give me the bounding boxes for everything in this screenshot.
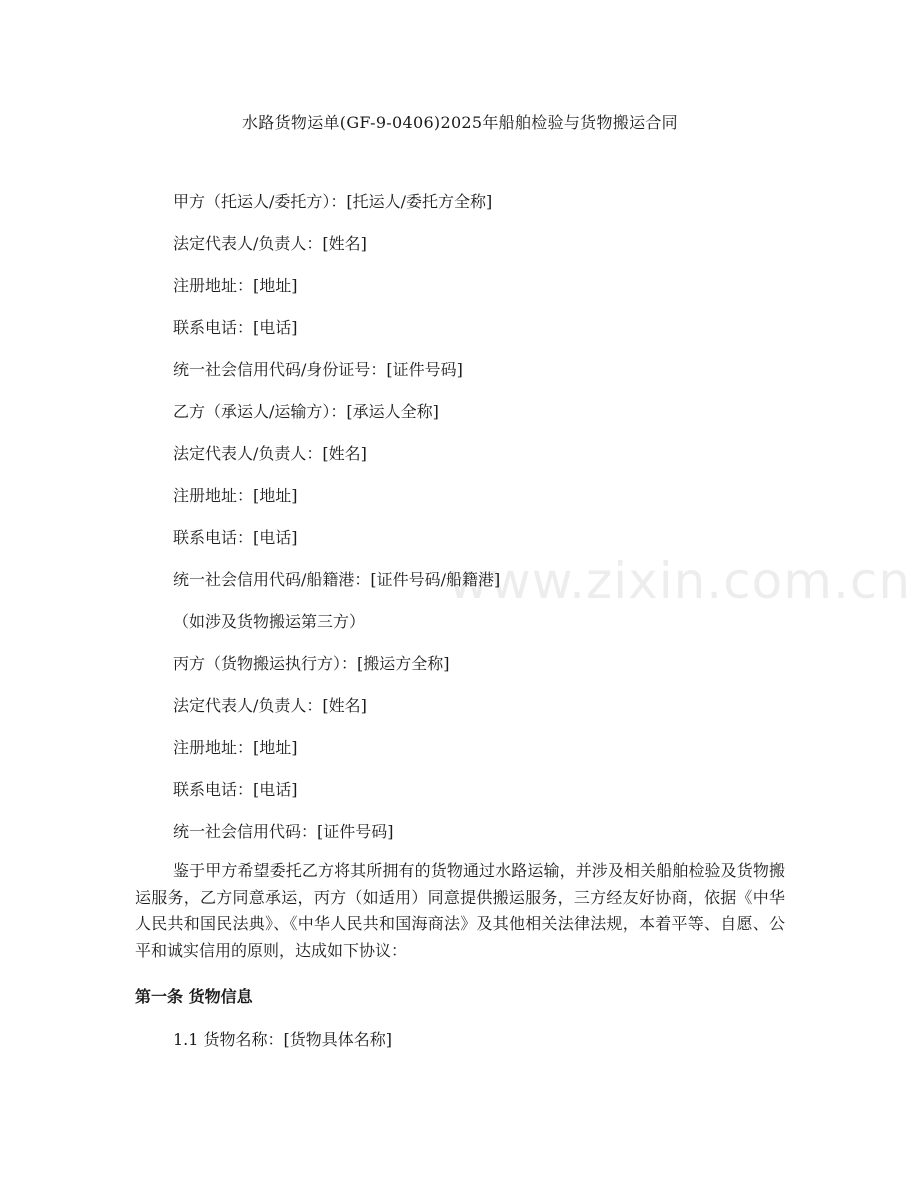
party-a-address: 注册地址：[地址] (173, 276, 298, 295)
watermark: www.zixin.com.cn (448, 552, 912, 610)
document-title: 水路货物运单(GF-9-0406)2025年船舶检验与货物搬运合同 (242, 113, 678, 132)
section-1-heading: 第一条 货物信息 (135, 987, 253, 1006)
party-c-phone: 联系电话：[电话] (173, 780, 298, 799)
party-a-line: 甲方（托运人/委托方）：[托运人/委托方全称] (173, 192, 493, 211)
party-c-credit-code: 统一社会信用代码：[证件号码] (173, 822, 394, 841)
preamble-paragraph: 鉴于甲方希望委托乙方将其所拥有的货物通过水路运输，并涉及相关船舶检验及货物搬运服务，乙方同意承运，丙方（如适用）同意提供搬运服务，三方经友好协商，依据《中华人民共和国民法典》、《中华人民共和国海商法》及其他相关法律法规，本着平等、自愿、公平和诚实信用的原则，达成如下协议： (135, 861, 785, 960)
party-a-phone: 联系电话：[电话] (173, 318, 298, 337)
party-b-line: 乙方（承运人/运输方）：[承运人全称] (173, 402, 439, 421)
party-b-representative: 法定代表人/负责人：[姓名] (173, 444, 367, 463)
party-a-credit-code: 统一社会信用代码/身份证号：[证件号码] (173, 360, 463, 379)
party-b-credit-code: 统一社会信用代码/船籍港：[证件号码/船籍港] (173, 570, 501, 589)
third-party-note: （如涉及货物搬运第三方） (173, 612, 366, 631)
party-b-address: 注册地址：[地址] (173, 486, 298, 505)
party-c-line: 丙方（货物搬运执行方）：[搬运方全称] (173, 654, 450, 673)
party-a-representative: 法定代表人/负责人：[姓名] (173, 234, 367, 253)
party-b-phone: 联系电话：[电话] (173, 528, 298, 547)
party-c-representative: 法定代表人/负责人：[姓名] (173, 696, 367, 715)
item-1-1: 1.1 货物名称：[货物具体名称] (173, 1030, 393, 1049)
party-c-address: 注册地址：[地址] (173, 738, 298, 757)
